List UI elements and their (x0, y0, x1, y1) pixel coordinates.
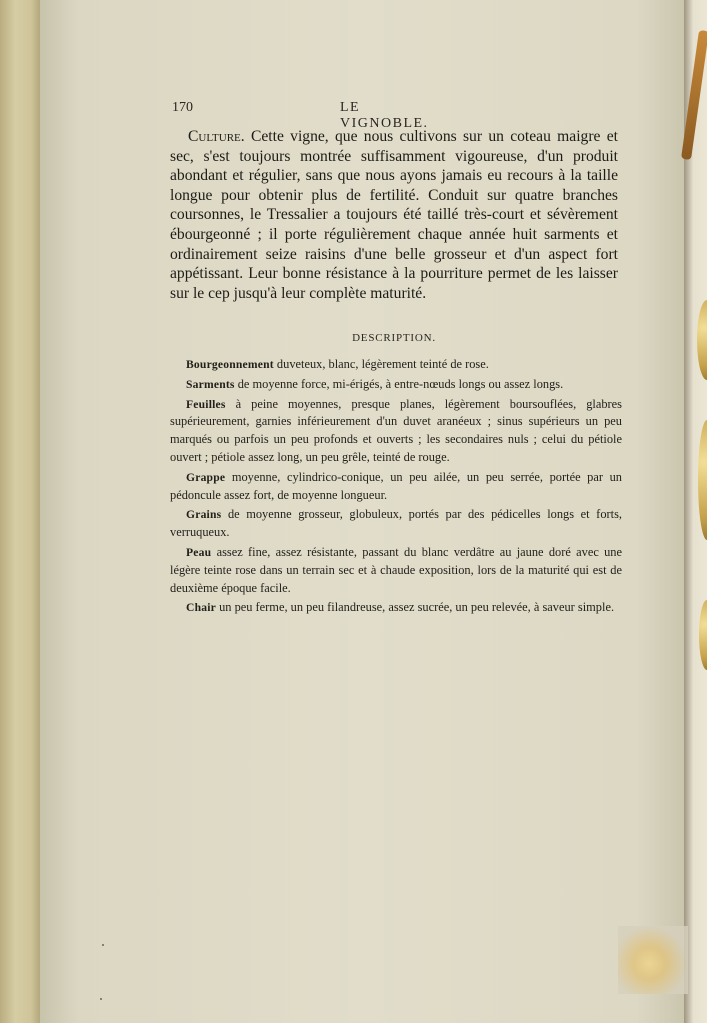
description-term: Grains (186, 508, 222, 522)
description-text: à peine moyennes, presque planes, légèrement boursouflées, glabres supérieurement, garnies inférieurement d'un duvet aranéeux ; sinus supérieurs un peu marqués ou parfois un peu profonds et ouverts ; les secondaires nuls ; celui du pétiole ouvert ; pétiole assez long, un peu grêle, teinté de rouge. (170, 396, 622, 464)
description-term: Sarments (186, 377, 235, 391)
description-text: de moyenne force, mi-érigés, à entre-nœuds longs ou assez longs. (234, 376, 564, 391)
description-item-grains (170, 506, 622, 542)
description-text: assez fine, assez résistante, passant du blanc verdâtre au jaune doré avec une légère teinte rose dans un terrain sec et à chaude exposition, lors de la maturité qui est de deuxième époque facile. (170, 544, 622, 595)
description-text: duveteux, blanc, légèrement teinté de rose. (273, 357, 489, 371)
description-item-chair (170, 599, 622, 617)
description-term: Feuilles (186, 397, 226, 411)
culture-text-block (170, 127, 618, 303)
book-spine (0, 0, 44, 1023)
description-term: Grappe (186, 470, 226, 484)
description-item-grappe (170, 469, 622, 505)
description-text: un peu ferme, un peu filandreuse, assez sucrée, un peu relevée, à saveur simple. (215, 600, 615, 615)
description-text: moyenne, cylindrico-conique, un peu ailée, un peu serrée, portée par un pédoncule assez fort, de moyenne longueur. (170, 469, 622, 502)
running-title: LE VIGNOBLE. (340, 100, 429, 131)
description-heading: DESCRIPTION. (352, 332, 436, 344)
description-term: Bourgeonnement (186, 358, 274, 371)
culture-lead: Culture. (188, 128, 245, 145)
culture-paragraph (170, 127, 618, 303)
paper-speck (100, 998, 102, 1000)
description-list (170, 356, 622, 619)
description-text: de moyenne grosseur, globuleux, portés par des pédicelles longs et forts, verruqueux. (170, 507, 622, 540)
culture-text: Cette vigne, que nous cultivons sur un coteau maigre et sec, s'est toujours montrée suffisamment vigoureuse, d'un produit abondant et régulier, sans que nous ayons jamais eu recours à la taille longue pour obtenir plus de fertilité. Conduit sur quatre branches coursonnes, le Tressalier a toujours été taillé très-court et sévèrement ébourgeonné ; il porte régulièrement chaque année huit sarments et ordinairement seize raisins d'une belle grosseur et d'un aspect fort appétissant. Leur bonne résistance à la pourriture permet de les laisser sur le cep jusqu'à leur complète maturité. (170, 128, 618, 302)
page-number: 170 (172, 100, 193, 115)
paper-speck (102, 944, 104, 946)
description-item-bourgeonnement (170, 356, 622, 374)
page-header (172, 100, 430, 131)
description-item-sarments (170, 376, 622, 394)
description-term: Chair (186, 601, 216, 615)
description-term: Peau (186, 545, 212, 559)
corner-thumbnail (618, 926, 688, 994)
description-item-peau (170, 544, 622, 597)
description-item-feuilles (170, 396, 622, 467)
